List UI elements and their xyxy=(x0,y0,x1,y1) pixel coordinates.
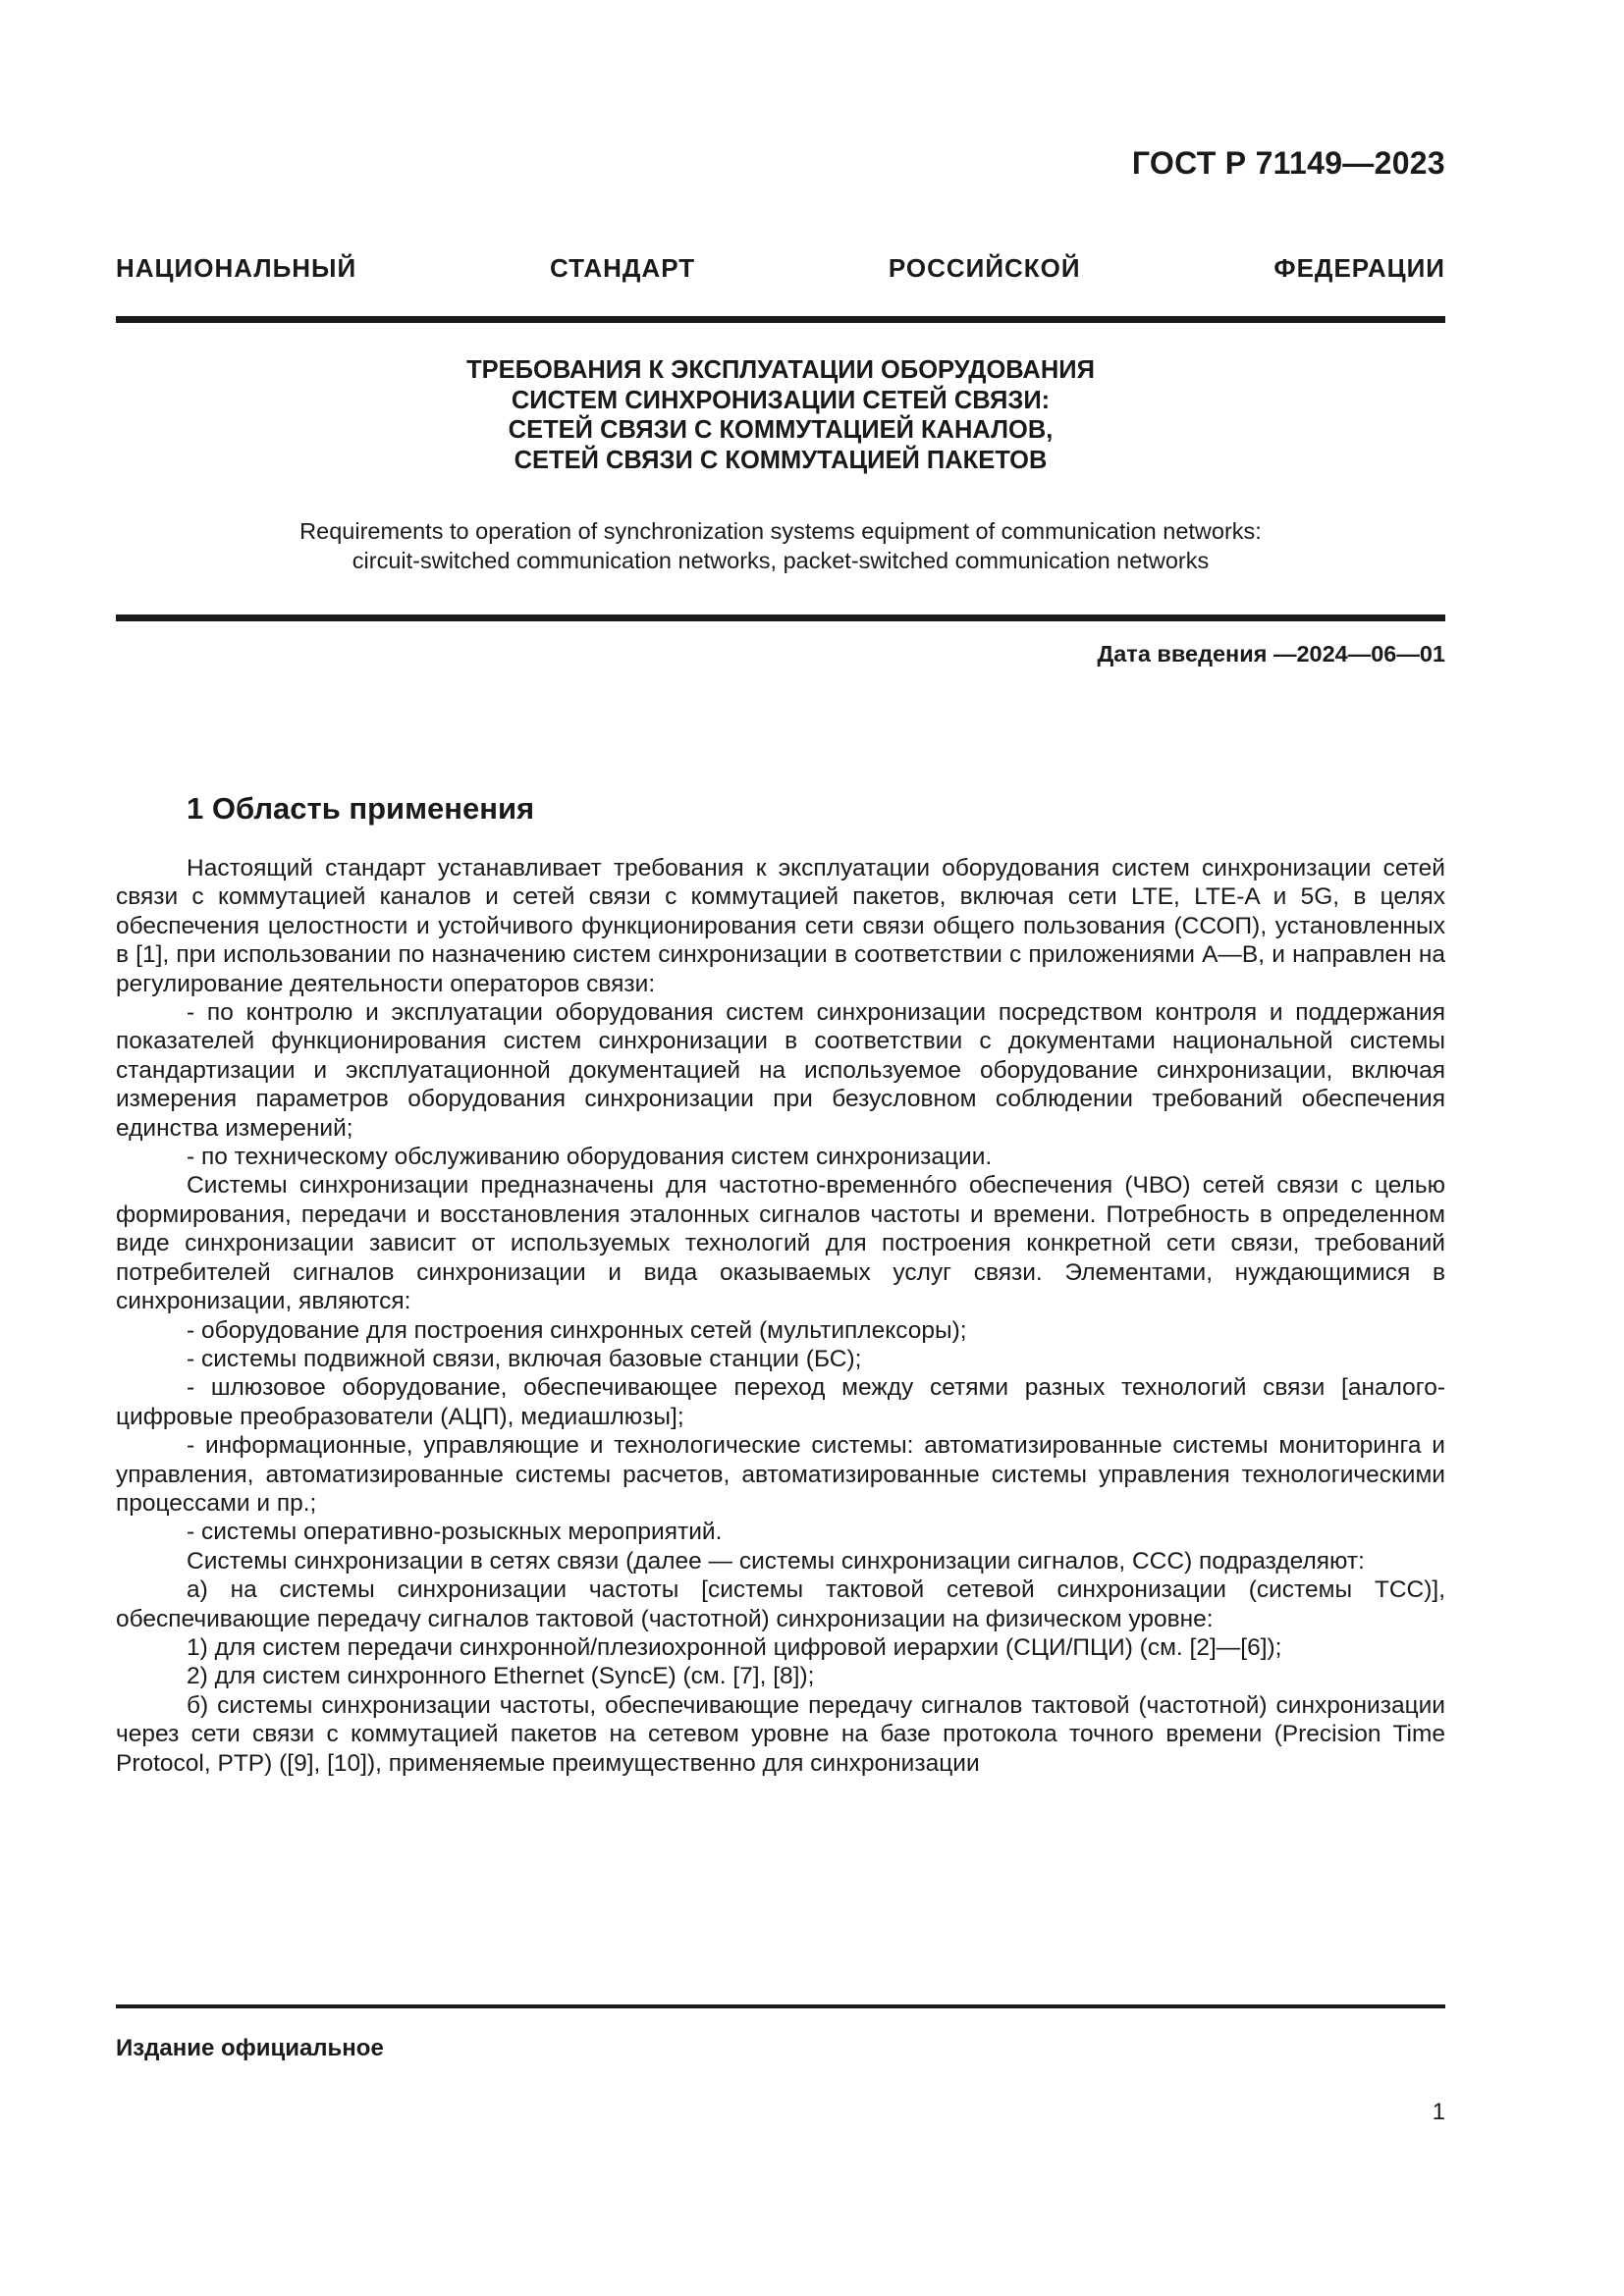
paragraph: Системы синхронизации предназначены для частотно-временнóго обеспечения (ЧВО) сетей связи с целью формирования, передачи и восстановления эталонных сигналов частоты и времени. Потребность в определенном виде синхронизации зависит от используемых технологий для построения конкретной сети связи, требований потребителей сигналов синхронизации и вида оказываемых услуг связи. Элементами, нуждающимися в синхронизации, являются: xyxy=(116,1172,1445,1315)
list-item: 1) для систем передачи синхронной/плезиохронной цифровой иерархии (СЦИ/ПЦИ) (см. [2]—[6]); xyxy=(187,1633,1282,1661)
list-item: - информационные, управляющие и технологические системы: автоматизированные системы мониторинга и управления, автоматизированные системы расчетов, автоматизированные системы управления технологическими процессами и пр.; xyxy=(116,1432,1445,1517)
section-heading: 1 Область применения xyxy=(187,791,535,826)
list-item: - шлюзовое оборудование, обеспечивающее переход между сетями разных технологий связи [аналого-цифровые преобразователи (АЦП), медиашлюзы]; xyxy=(116,1374,1445,1430)
list-item: а) на системы синхронизации частоты [системы тактовой сетевой синхронизации (системы ТСС)], обеспечивающие передачу сигналов тактовой (частотной) синхронизации на физическом уровне: xyxy=(116,1576,1445,1632)
list-item: - системы оперативно-розыскных мероприятий. xyxy=(187,1519,723,1546)
introduction-date: Дата введения —2024—06—01 xyxy=(1097,641,1445,667)
title-en-line: circuit-switched communication networks, packet-switched communication networks xyxy=(352,548,1210,573)
title-ru-line: СЕТЕЙ СВЯЗИ С КОММУТАЦИЕЙ КАНАЛОВ, xyxy=(508,416,1054,444)
title-ru-line: СИСТЕМ СИНХРОНИЗАЦИИ СЕТЕЙ СВЯЗИ: xyxy=(511,386,1051,414)
document-code: ГОСТ Р 71149—2023 xyxy=(1131,145,1445,181)
list-item: - системы подвижной связи, включая базовые станции (БС); xyxy=(187,1345,862,1372)
list-item: 2) для систем синхронного Ethernet (SyncE) (см. [7], [8]); xyxy=(187,1663,815,1690)
title-russian xyxy=(116,355,1445,475)
paragraph: Настоящий стандарт устанавливает требования к эксплуатации оборудования систем синхронизации сетей связи с коммутацией каналов и сетей связи с коммутацией пакетов, включая сети LTE, LTE-A и 5G, в целях обеспечения целостности и устойчивого функционирования сети связи общего пользования (ССОП), установленных в [1], при использовании по назначению систем синхронизации в соответствии с приложениями А—В, и направлен на регулирование деятельности операторов связи: xyxy=(116,855,1445,997)
list-item: - по техническому обслуживанию оборудования систем синхронизации. xyxy=(187,1144,993,1171)
national-standard-banner: НАЦИОНАЛЬНЫЙ СТАНДАРТ РОССИЙСКОЙ ФЕДЕРАЦИИ xyxy=(116,253,1445,283)
top-divider xyxy=(116,316,1445,323)
title-ru-line: СЕТЕЙ СВЯЗИ С КОММУТАЦИЕЙ ПАКЕТОВ xyxy=(514,446,1048,474)
section-body xyxy=(116,854,1445,1778)
footer-divider xyxy=(116,2004,1445,2008)
page-number: 1 xyxy=(1432,2099,1445,2125)
title-en-line: Requirements to operation of synchronization systems equipment of communication networks: xyxy=(299,518,1262,544)
title-ru-line: ТРЕБОВАНИЯ К ЭКСПЛУАТАЦИИ ОБОРУДОВАНИЯ xyxy=(466,356,1095,384)
list-item: - оборудование для построения синхронных сетей (мультиплексоры); xyxy=(187,1316,967,1344)
edition-label: Издание официальное xyxy=(116,2035,384,2061)
list-item: - по контролю и эксплуатации оборудования систем синхронизации посредством контроля и поддержания показателей функционирования систем синхронизации в соответствии с документами национальной системы стандартизации и эксплуатационной документацией на используемое оборудование синхронизации, включая измерения параметров оборудования синхронизации при безусловном соблюдении требований обеспечения единства измерений; xyxy=(116,999,1445,1142)
list-item: б) системы синхронизации частоты, обеспечивающие передачу сигналов тактовой (частотной) синхронизации через сети связи с коммутацией пакетов на сетевом уровне на базе протокола точного времени (Precision Time Protocol, PTP) ([9], [10]), применяемые преимущественно для синхронизации xyxy=(116,1691,1445,1777)
paragraph: Системы синхронизации в сетях связи (далее — системы синхронизации сигналов, ССС) подразделяют: xyxy=(187,1547,1365,1575)
title-divider xyxy=(116,614,1445,621)
title-english xyxy=(116,516,1445,575)
